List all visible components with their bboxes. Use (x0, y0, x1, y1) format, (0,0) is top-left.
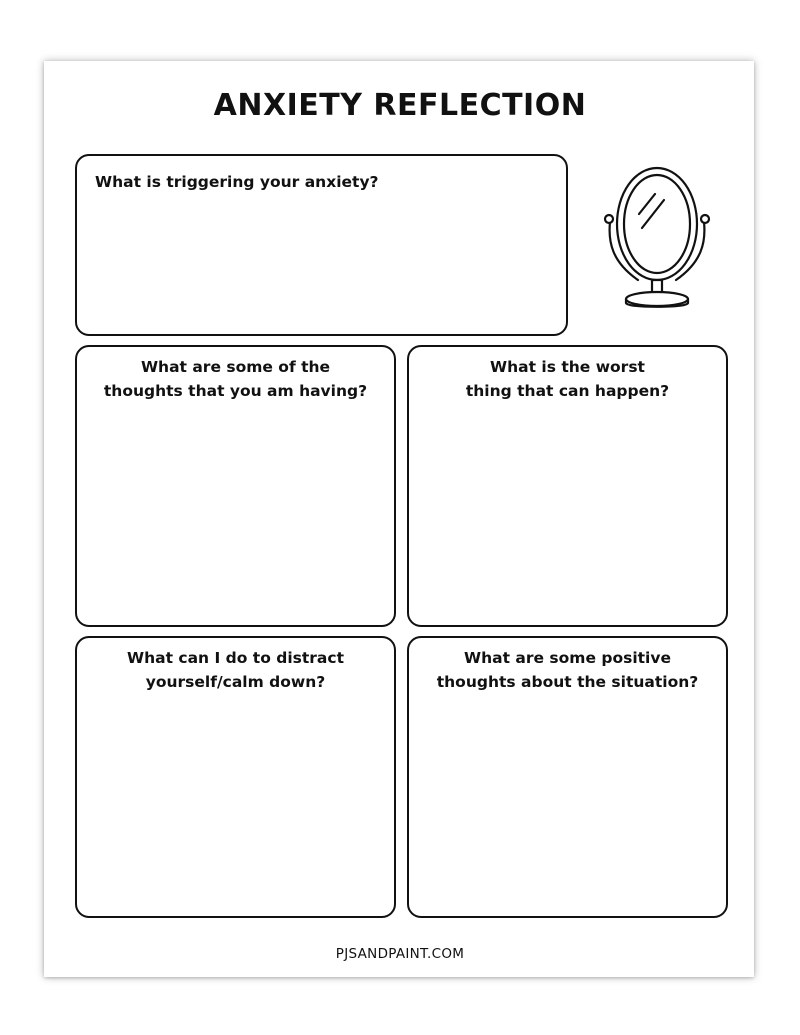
page-title: ANXIETY REFLECTION (213, 88, 587, 123)
positive-thoughts-prompt (419, 646, 716, 694)
positive-thoughts-answer-box[interactable] (407, 636, 728, 918)
worst-case-prompt-line-1: What is the worst (490, 358, 645, 376)
thoughts-prompt-line-2: thoughts that you am having? (103, 382, 368, 400)
worst-case-answer-box[interactable] (407, 345, 728, 627)
calm-down-answer-box[interactable] (75, 636, 396, 918)
thoughts-prompt-line-1: What are some of the (140, 358, 331, 376)
thoughts-prompt (87, 355, 384, 403)
thoughts-answer-box[interactable] (75, 345, 396, 627)
positive-thoughts-prompt-line-2: thoughts about the situation? (436, 673, 699, 691)
calm-down-prompt-line-2: yourself/calm down? (145, 673, 326, 691)
calm-down-prompt (87, 646, 384, 694)
calm-down-prompt-line-1: What can I do to distract (127, 649, 344, 667)
trigger-answer-box[interactable] (75, 154, 568, 336)
worst-case-prompt-line-2: thing that can happen? (465, 382, 670, 400)
positive-thoughts-prompt-line-1: What are some positive (464, 649, 671, 667)
worst-case-prompt (419, 355, 716, 403)
site-footer: PJSANDPAINT.COM (335, 946, 465, 962)
trigger-prompt: What is triggering your anxiety? (95, 173, 379, 191)
hand-mirror-icon (598, 162, 716, 314)
